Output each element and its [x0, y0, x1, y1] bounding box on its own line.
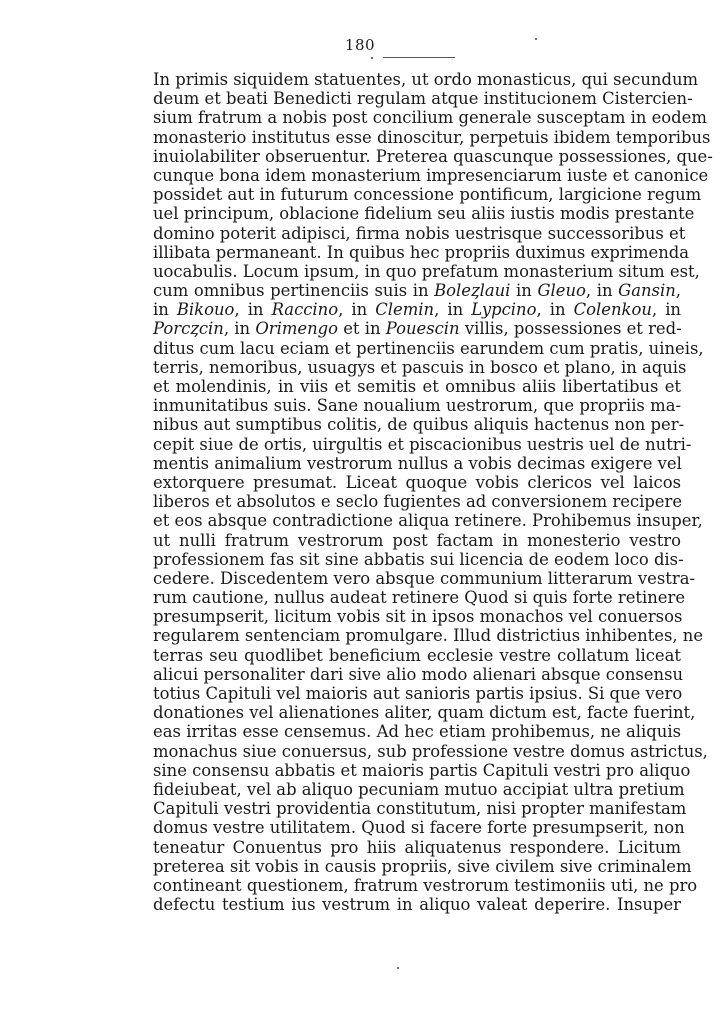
- text-line: [153, 108, 707, 128]
- text-line: [153, 492, 681, 511]
- text-run: et molendinis, in viis et semitis et omnibus aliis libertatibus et: [153, 377, 681, 396]
- text-line: [153, 646, 681, 665]
- text-run: ut nulli fratrum vestrorum post factam in monesterio vestro: [153, 530, 681, 550]
- place-name: Orimengo: [255, 319, 338, 339]
- text-line: [153, 875, 698, 895]
- text-line: [153, 856, 692, 876]
- text-run: villis, possessiones et red-: [459, 319, 682, 339]
- text-run: contineant questionem, fratrum vestrorum testimoniis uti, ne pro: [153, 875, 698, 895]
- place-name: Boleȥlaui: [434, 281, 511, 301]
- text-run: in: [510, 281, 538, 301]
- place-name: Raccino: [271, 300, 339, 320]
- text-run: professionem fas sit sine abbatis sui licencia de eodem loco dis-: [153, 549, 684, 569]
- text-run: totius Capituli vel maioris aut sanioris partis ipsius. Si que vero: [153, 684, 683, 703]
- text-run: presumpserit, licitum vobis sit in ipsos monachos vel conuersos: [153, 607, 683, 627]
- place-name: Lypcino: [471, 300, 537, 320]
- text-line: [153, 242, 690, 262]
- print-speck: [397, 967, 399, 969]
- place-name: Clemin: [375, 300, 435, 320]
- text-run: cum omnibus pertinenciis suis in: [153, 281, 435, 301]
- text-run: , in: [223, 319, 256, 339]
- text-line: [153, 473, 681, 492]
- text-run: uocabulis. Locum ipsum, in quo prefatum monasterium situm est,: [153, 261, 700, 281]
- text-line: [153, 415, 685, 435]
- text-line: [153, 531, 681, 550]
- print-speck: [535, 38, 537, 40]
- text-run: inuiolabiliter obseruentur. Preterea quascunque possessiones, que-: [153, 146, 713, 166]
- page-number: 180: [344, 36, 376, 54]
- text-line: [153, 511, 703, 531]
- text-run: , in: [338, 300, 376, 320]
- text-run: sine consensu abbatis et maioris partis Capituli vestri pro aliquo: [153, 760, 691, 780]
- text-line: [153, 722, 681, 741]
- text-run: in: [153, 300, 177, 320]
- text-line: [153, 357, 687, 377]
- text-run: teneatur Conuentus pro hiis aliquatenus respondere. Licitum: [153, 837, 681, 857]
- text-line: [153, 204, 695, 224]
- print-speck: [371, 57, 373, 59]
- text-run: rum cautione, nullus audeat retinere Quod si quis forte retinere: [153, 588, 686, 608]
- text-run: monasterio institutus esse dinoscitur, perpetuis ibidem temporibus: [153, 127, 711, 147]
- text-run: preterea sit vobis in causis propriis, sive civilem sive criminalem: [153, 856, 692, 876]
- text-run: fideiubeat, vel ab aliquo pecuniam mutuo accipiat ultra pretium: [153, 779, 685, 799]
- text-line: [153, 568, 696, 588]
- text-run: monachus siue conuersus, sub professione vestre domus astrictus,: [153, 741, 708, 761]
- text-line: [153, 165, 709, 185]
- text-run: terras seu quodlibet beneficium ecclesie vestre collatum liceat: [153, 645, 681, 665]
- text-line: [153, 588, 686, 608]
- text-run: cedere. Discedentem vero absque communium litterarum vestra-: [153, 568, 696, 588]
- text-line: [153, 779, 685, 799]
- text-line: [153, 741, 708, 761]
- text-run: ditus cum lacu eciam et pertinenciis earundem cum pratis, uineis,: [153, 338, 704, 358]
- text-run: et eos absque contradictione aliqua retinere. Prohibemus insuper,: [153, 511, 703, 531]
- text-run: domino poterit adipisci, firma nobis uestrisque successoribus et: [153, 223, 686, 243]
- text-line: [153, 146, 713, 166]
- text-line: [153, 607, 681, 626]
- text-run: ,: [675, 281, 681, 301]
- text-line: [153, 396, 681, 415]
- text-run: alicui personaliter dari sive alio modo alienari absque consensu: [153, 664, 684, 684]
- text-run: defectu testium ius vestrum in aliquo valeat deperire. Insuper: [153, 895, 681, 915]
- text-line: [153, 127, 711, 147]
- text-line: [153, 377, 681, 396]
- text-run: illibata permaneant. In quibus hec propriis duximus exprimenda: [153, 242, 690, 262]
- text-run: Capituli vestri providentia constitutum, nisi propter manifestam: [153, 799, 687, 819]
- text-run: , in: [651, 300, 681, 320]
- text-run: deum et beati Benedicti regulam atque institucionem Cistercien-: [153, 89, 693, 109]
- text-line: [153, 338, 704, 358]
- body-text: [153, 70, 713, 915]
- text-line: [153, 281, 681, 300]
- text-line: [153, 760, 691, 780]
- text-line: [153, 319, 681, 338]
- text-line: [153, 549, 684, 569]
- text-run: nibus aut sumptibus colitis, de quibus aliquis hactenus non per-: [153, 415, 685, 435]
- text-line: [153, 818, 685, 838]
- place-name: Colenkou: [573, 300, 652, 320]
- place-name: Bikouo: [176, 300, 235, 320]
- text-run: donationes vel alienationes aliter, quam dictum est, facte fuerint,: [153, 703, 696, 723]
- text-run: terris, nemoribus, usuagys et pascuis in bosco et plano, in aquis: [153, 357, 687, 377]
- text-line: [153, 664, 684, 684]
- text-run: , in: [434, 300, 472, 320]
- place-name: Porcȥcin: [153, 319, 224, 339]
- text-line: [153, 684, 681, 703]
- text-line: [153, 70, 699, 89]
- text-line: [153, 261, 700, 281]
- text-run: uel principum, oblacione fidelium seu aliis iustis modis prestante: [153, 204, 695, 224]
- text-line: [153, 895, 681, 914]
- place-name: Pouescin: [385, 319, 460, 339]
- text-run: cunque bona idem monasterium impresenciarum iuste et canonice: [153, 165, 709, 185]
- text-run: sium fratrum a nobis post concilium generale susceptam in eodem: [153, 108, 707, 128]
- text-run: , in: [234, 300, 272, 320]
- text-line: [153, 434, 692, 454]
- text-run: , in: [536, 300, 574, 320]
- text-line: [153, 799, 687, 819]
- text-line: [153, 300, 681, 319]
- text-line: [153, 838, 681, 857]
- text-line: [153, 454, 681, 473]
- text-line: [153, 703, 696, 723]
- text-line: [153, 223, 686, 243]
- text-run: In primis siquidem statuentes, ut ordo monasticus, qui secundum: [153, 70, 699, 89]
- text-run: extorquere presumat. Liceat quoque vobis clericos vel laicos: [153, 472, 681, 492]
- text-run: mentis animalium vestrorum nullus a vobis decimas exigere vel: [153, 453, 682, 473]
- text-line: [153, 185, 702, 205]
- text-run: , in: [585, 281, 619, 301]
- text-run: domus vestre utilitatem. Quod si facere forte presumpserit, non: [153, 818, 685, 838]
- place-name: Gansin: [618, 281, 676, 301]
- text-run: cepit siue de ortis, uirgultis et piscacionibus uestris uel de nutri-: [153, 434, 692, 454]
- text-run: liberos et absolutos e seclo fugientes ad conversionem recipere: [153, 492, 683, 512]
- text-line: [153, 89, 693, 109]
- page-number-rule: [383, 57, 455, 58]
- text-line: [153, 626, 704, 646]
- text-run: et in: [338, 319, 386, 339]
- place-name: Gleuo: [537, 281, 586, 301]
- text-run: eas irritas esse censemus. Ad hec etiam prohibemus, ne aliquis: [153, 722, 681, 742]
- text-run: possidet aut in futurum concessione pontificum, largicione regum: [153, 185, 702, 205]
- text-run: regularem sentenciam promulgare. Illud districtius inhibentes, ne: [153, 626, 704, 646]
- text-run: inmunitatibus suis. Sane noualium uestrorum, que propriis ma-: [153, 396, 681, 416]
